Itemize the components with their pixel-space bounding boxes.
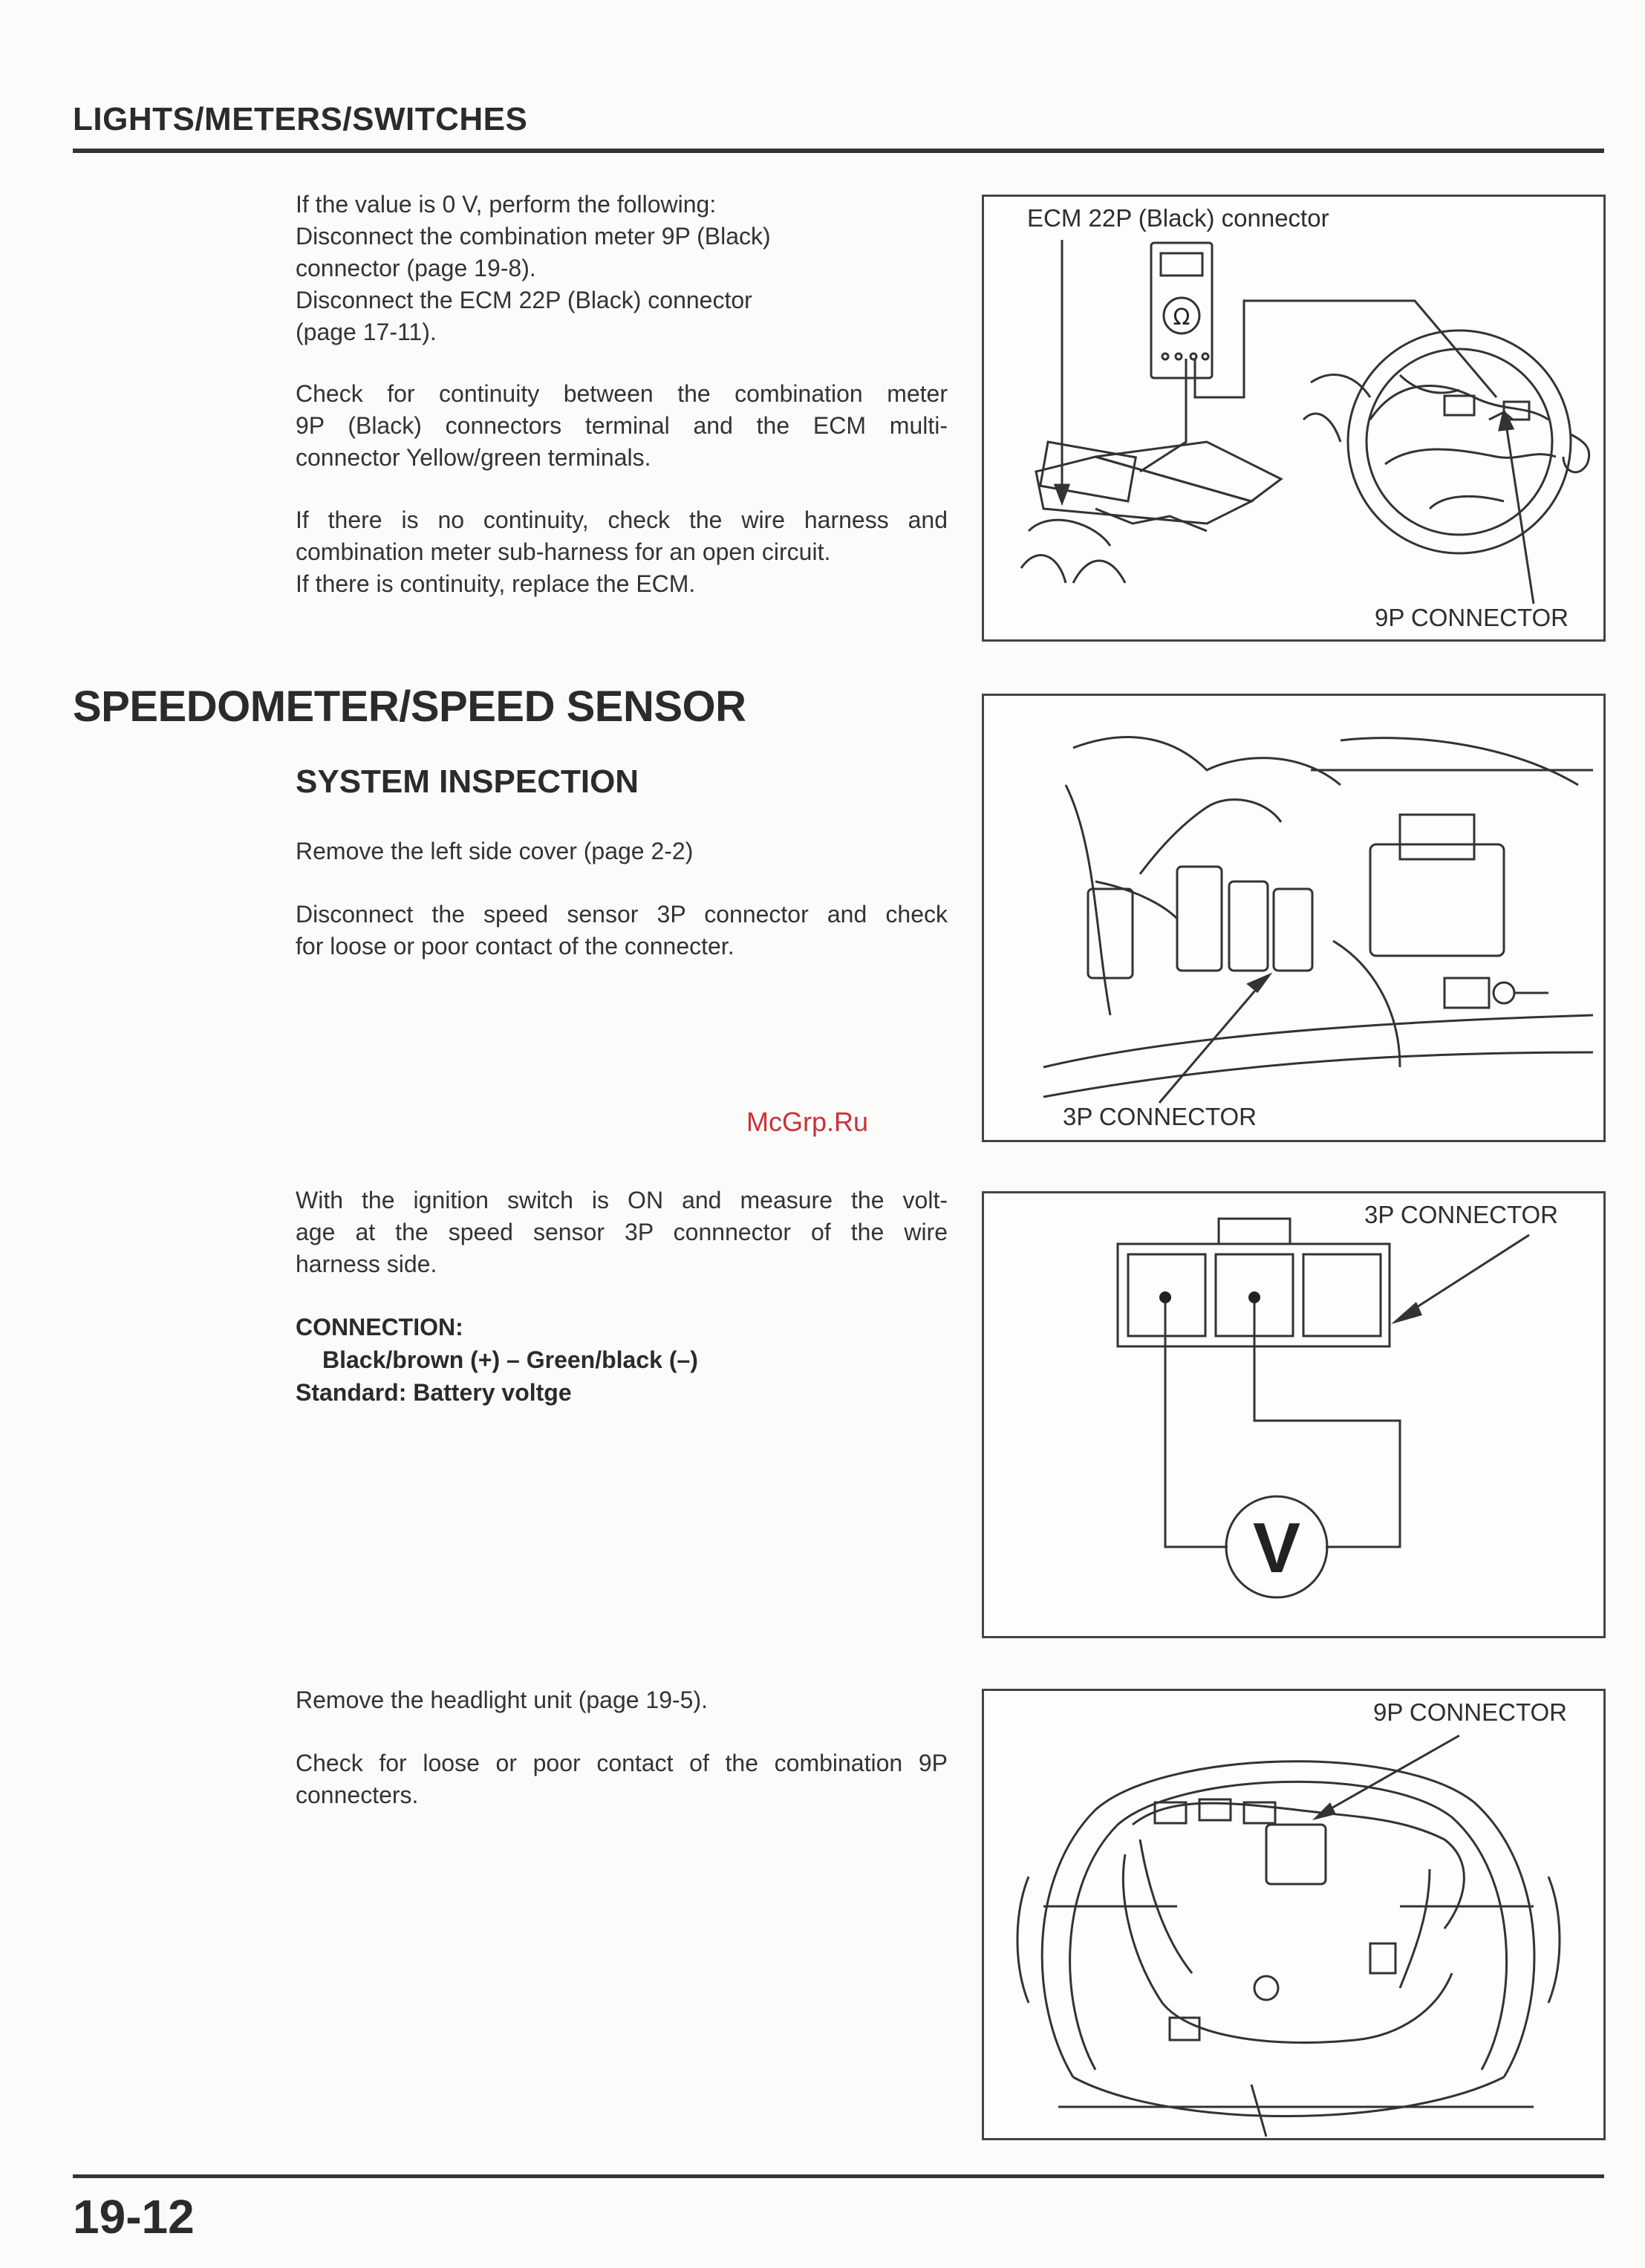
text-line: harness side. [296,1251,437,1277]
step-2 [296,899,948,962]
text-line: connector (page 19-8). [296,255,536,281]
text-line: 9P (Black) connectors terminal and the ECM multi- [296,412,948,439]
text-line: Remove the left side cover (page 2-2) [296,838,694,864]
watermark: McGrp.Ru [746,1107,869,1137]
page-number: 19-12 [73,2190,195,2243]
text-line: With the ignition switch is ON and measure the volt- [296,1187,948,1213]
text-line: Remove the headlight unit (page 19-5). [296,1687,709,1713]
wire-black-brown [1165,1297,1228,1547]
header-rule [73,149,1604,153]
label-9p-connector: 9P CONNECTOR [1375,604,1569,631]
text-line: combination meter sub-harness for an open circuit. [296,538,831,565]
text-line: Check for continuity between the combination meter [296,380,948,407]
figure-voltage-diagram [982,1191,1606,1638]
volt-symbol: V [1252,1508,1301,1588]
footer-rule [73,2174,1604,2178]
step-5 [296,1747,948,1811]
ohm-symbol: Ω [1173,304,1190,330]
text-line: Check for loose or poor contact of the combination 9P [296,1750,948,1776]
connection-value: Black/brown (+) – Green/black (–) [322,1346,698,1373]
label-9p-connector-headlight: 9P CONNECTOR [1373,1698,1568,1726]
text-line: If there is continuity, replace the ECM. [296,570,696,597]
text-line: for loose or poor contact of the connecter. [296,933,734,959]
text-line: age at the speed sensor 3P connnector of the wire [296,1219,948,1245]
label-3p-connector: 3P CONNECTOR [1063,1103,1257,1130]
text-line: Disconnect the speed sensor 3P connector and check [296,901,948,928]
text-line: (page 17-11). [296,319,437,345]
text-line: Disconnect the combination meter 9P (Black) [296,223,771,250]
step-3 [296,1184,948,1280]
intro-paragraph-a [296,189,948,348]
voltage-circuit-drawing [984,1193,1603,1636]
figure-ecm-continuity [982,195,1606,642]
intro-paragraph-b [296,378,948,474]
ecm-diagram-drawing [984,197,1603,639]
section-subtitle: SYSTEM INSPECTION [296,763,639,800]
connection-label: CONNECTION: [296,1314,463,1340]
3p-location-drawing [984,696,1603,1140]
text-line: If there is no continuity, check the wire harness and [296,506,948,533]
standard-value: Standard: Battery voltge [296,1379,572,1406]
label-3p-connector-diagram: 3P CONNECTOR [1364,1201,1559,1228]
text-line: Disconnect the ECM 22P (Black) connector [296,287,752,313]
figure-9p-connector-headlight [982,1689,1606,2140]
text-line: If the value is 0 V, perform the following: [296,191,717,218]
section-title: SPEEDOMETER/SPEED SENSOR [73,682,746,731]
connector-pin-3 [1303,1254,1381,1336]
label-ecm-22p: ECM 22P (Black) connector [1027,204,1329,232]
step-1 [296,835,948,867]
intro-paragraph-c [296,504,948,600]
section-header: LIGHTS/METERS/SWITCHES [73,101,528,137]
text-line: connecters. [296,1782,419,1808]
connector-latch [1219,1219,1290,1244]
figure-3p-connector-location [982,694,1606,1142]
headlight-drawing [984,1691,1603,2138]
step-4 [296,1684,948,1716]
text-line: connector Yellow/green terminals. [296,444,651,471]
